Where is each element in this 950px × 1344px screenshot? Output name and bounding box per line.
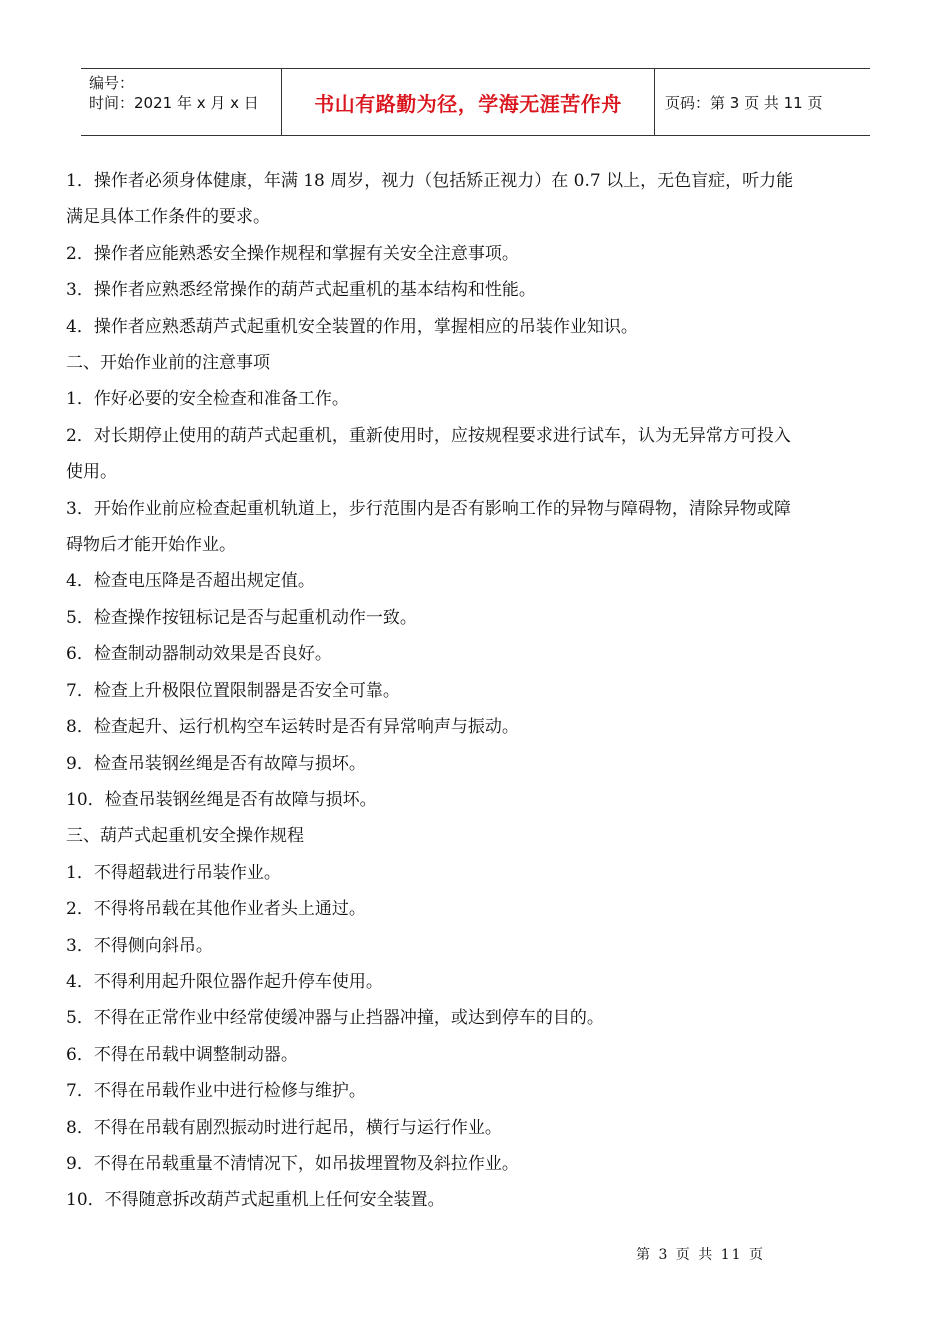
body-line: 3．开始作业前应检查起重机轨道上，步行范围内是否有影响工作的异物与障碍物，清除异物或障 [66, 498, 791, 519]
section-heading: 三、葫芦式起重机安全操作规程 [66, 826, 304, 847]
body-line: 8．检查起升、运行机构空车运转时是否有异常响声与振动。 [66, 717, 519, 738]
body-line: 满足具体工作条件的要求。 [66, 207, 270, 228]
body-line: 4．不得利用起升限位器作起升停车使用。 [66, 971, 383, 992]
body-line: 2．不得将吊载在其他作业者头上通过。 [66, 899, 366, 920]
body-line: 5．不得在正常作业中经常使缓冲器与止挡器冲撞，或达到停车的目的。 [66, 1008, 604, 1029]
body-line: 9．检查吊装钢丝绳是否有故障与损坏。 [66, 753, 366, 774]
body-line: 7．不得在吊载作业中进行检修与维护。 [66, 1081, 366, 1102]
page-header [81, 68, 870, 136]
body-line: 8．不得在吊载有剧烈振动时进行起吊，横行与运行作业。 [66, 1117, 502, 1138]
body-line: 1．作好必要的安全检查和准备工作。 [66, 389, 349, 410]
body-line: 2．对长期停止使用的葫芦式起重机，重新使用时，应按规程要求进行试车，认为无异常方可投入 [66, 425, 791, 446]
document-body [66, 163, 886, 1219]
body-line: 6．检查制动器制动效果是否良好。 [66, 644, 332, 665]
body-line: 3．操作者应熟悉经常操作的葫芦式起重机的基本结构和性能。 [66, 280, 536, 301]
body-line: 9．不得在吊载重量不清情况下，如吊拔埋置物及斜拉作业。 [66, 1153, 519, 1174]
body-line: 4．操作者应熟悉葫芦式起重机安全装置的作用，掌握相应的吊装作业知识。 [66, 316, 638, 337]
document-date: 时间：2021 年 x 月 x 日 [89, 94, 259, 112]
body-line: 5．检查操作按钮标记是否与起重机动作一致。 [66, 607, 417, 628]
header-meta [81, 69, 282, 135]
section-heading: 二、开始作业前的注意事项 [66, 353, 270, 374]
body-line: 10．检查吊装钢丝绳是否有故障与损坏。 [66, 789, 377, 810]
body-line: 2．操作者应能熟悉安全操作规程和掌握有关安全注意事项。 [66, 243, 519, 264]
body-line: 碍物后才能开始作业。 [66, 535, 236, 556]
body-line: 7．检查上升极限位置限制器是否安全可靠。 [66, 680, 400, 701]
body-line: 10．不得随意拆改葫芦式起重机上任何安全装置。 [66, 1190, 445, 1211]
header-page-info: 页码：第 3 页 共 11 页 [665, 93, 823, 112]
body-line: 6．不得在吊载中调整制动器。 [66, 1044, 298, 1065]
document-number: 编号： [89, 74, 135, 92]
body-line: 4．检查电压降是否超出规定值。 [66, 571, 315, 592]
header-slogan: 书山有路勤为径，学海无涯苦作舟 [282, 69, 655, 135]
body-line: 使用。 [66, 462, 117, 483]
body-line: 1．操作者必须身体健康，年满 18 周岁，视力（包括矫正视力）在 0.7 以上，无色盲症，听力能 [66, 171, 794, 191]
body-line: 1．不得超载进行吊装作业。 [66, 862, 281, 883]
body-line: 3．不得侧向斜吊。 [66, 935, 213, 956]
page-footer: 第 3 页 共 11 页 [636, 1247, 765, 1263]
